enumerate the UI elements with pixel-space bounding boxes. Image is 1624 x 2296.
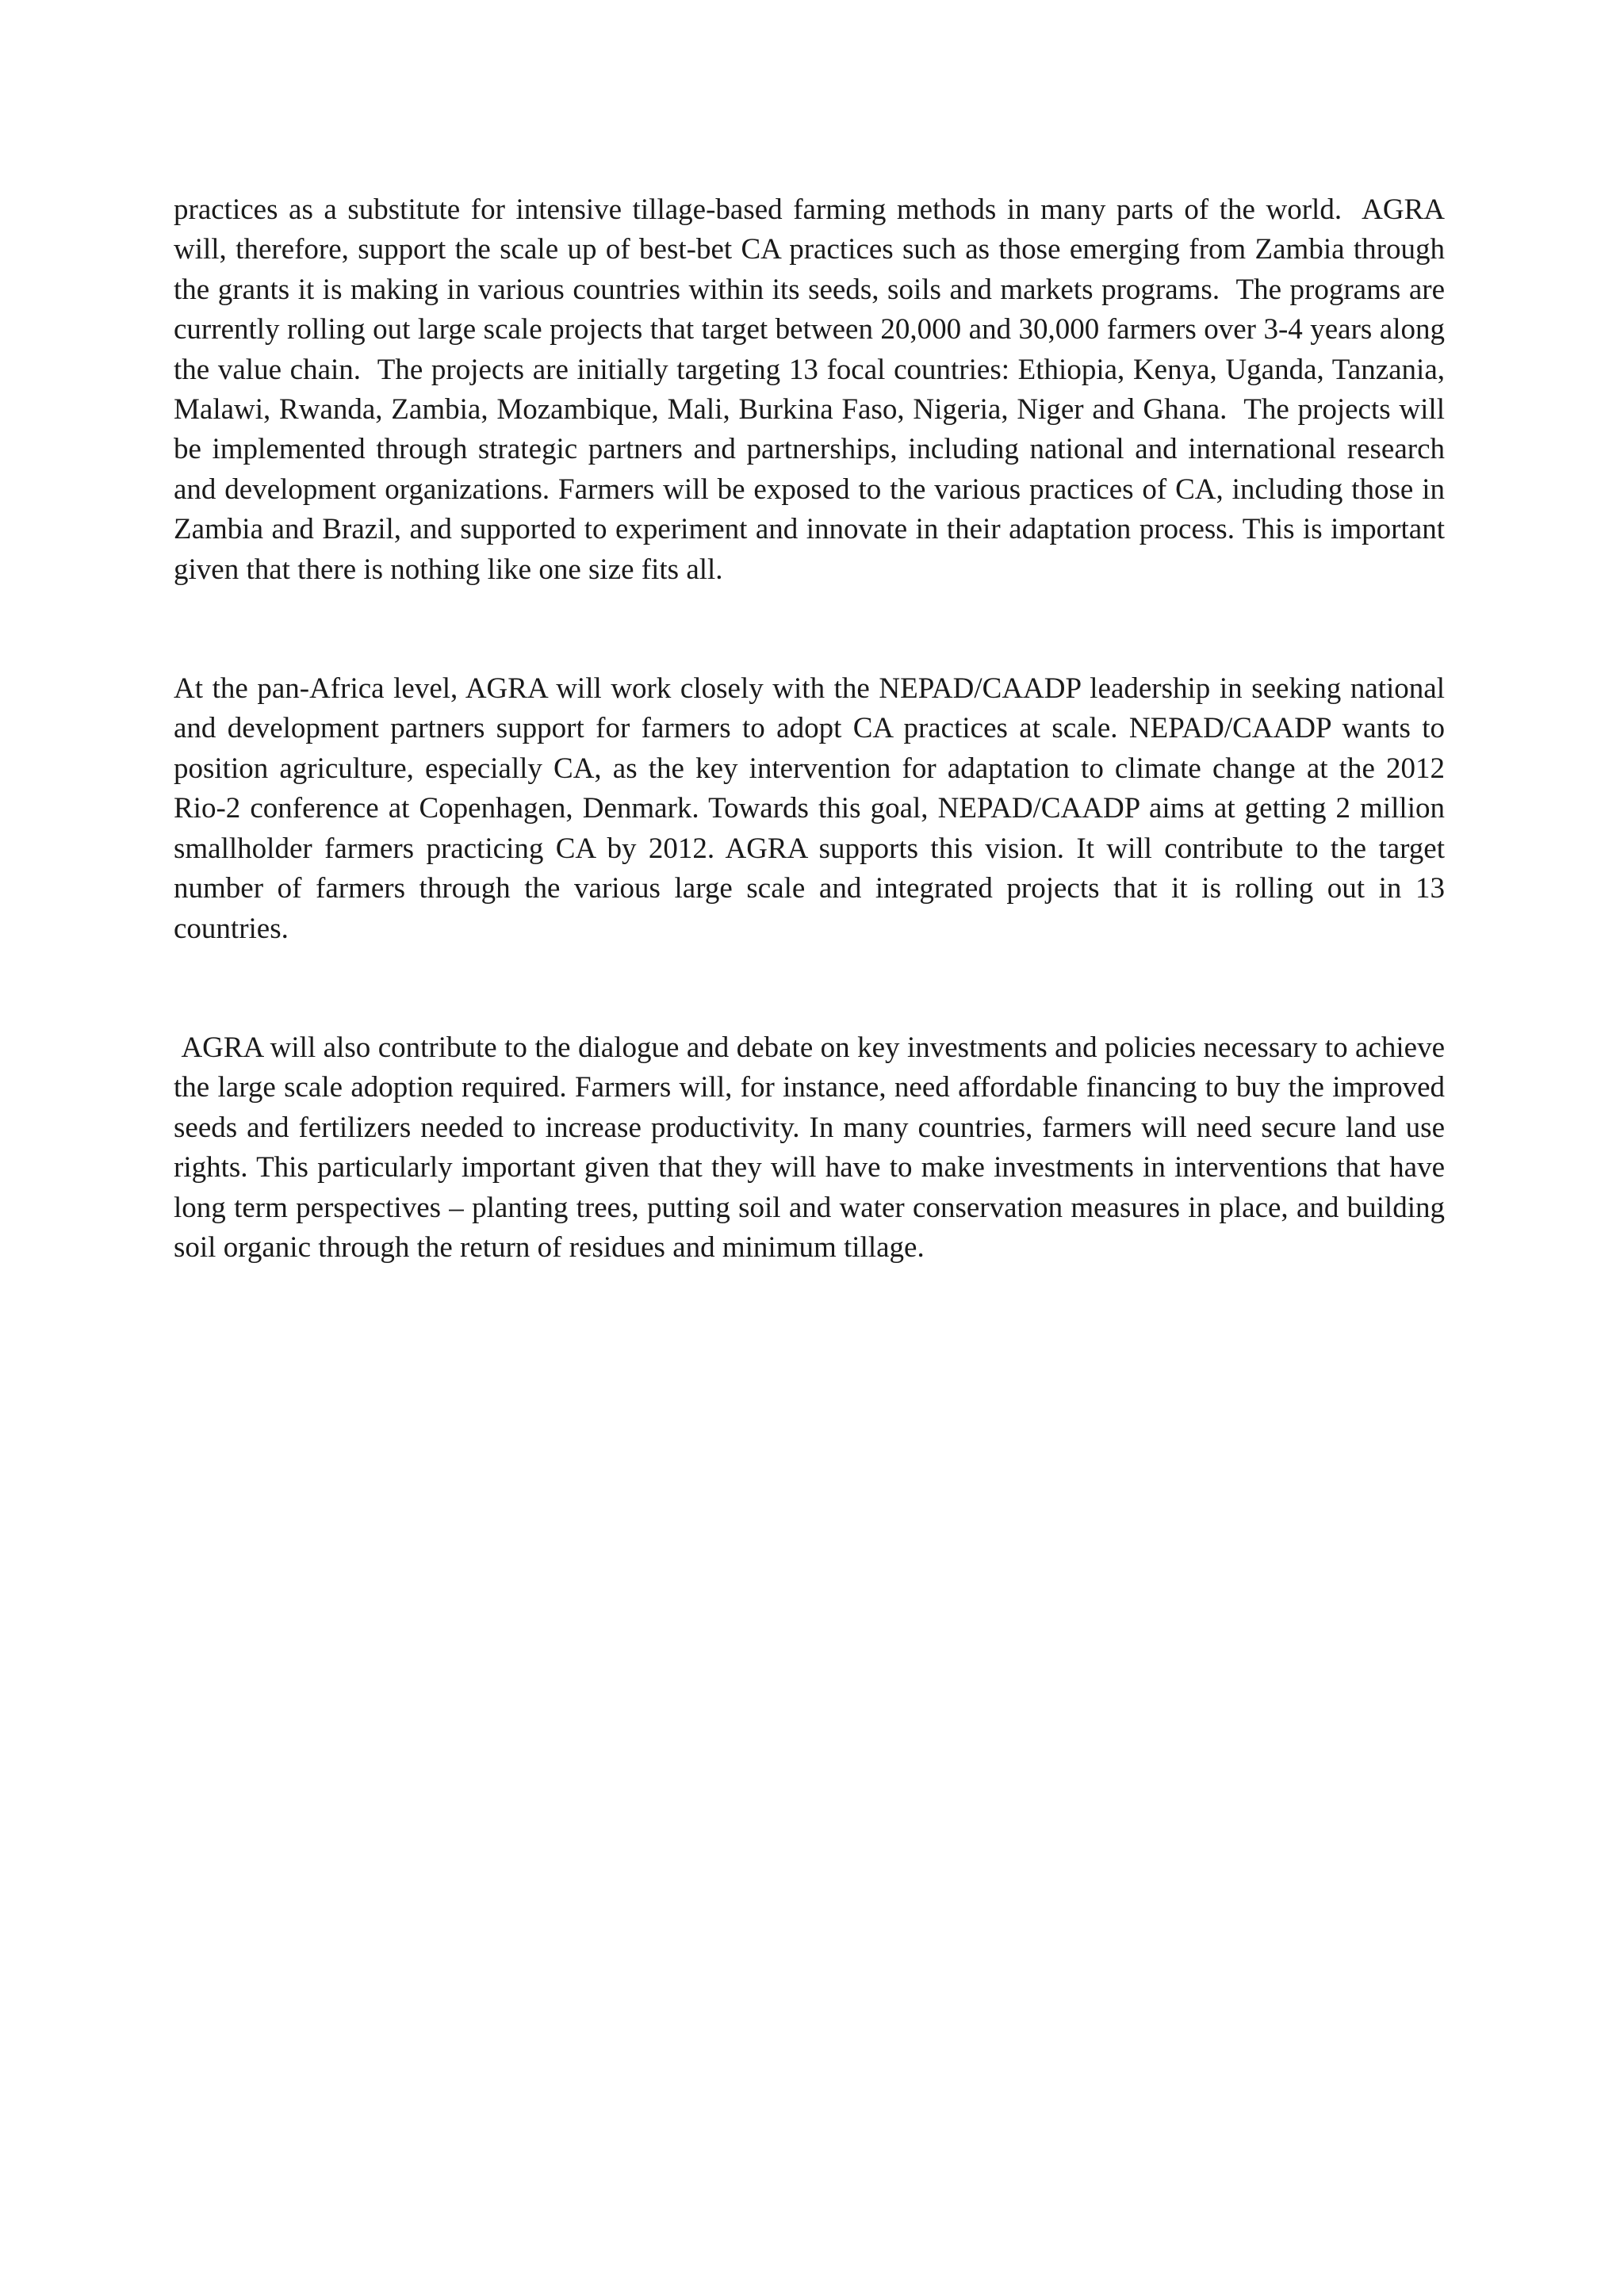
paragraph-dialogue-debate: AGRA will also contribute to the dialogue and debate on key investments and policies necessary to achieve the large scale adoption required. Farmers will, for instance, need affordable financing to buy the improved seeds and fertilizers needed to increase productivity. In many countries, farmers will need secure land use rights. This particularly important given that they will have to make investments in interventions that have long term perspectives – planting trees, putting soil and water conservation measures in place, and building soil organic through the return of residues and minimum tillage.: [174, 1031, 1453, 1264]
paragraph-spacer: [174, 590, 1445, 669]
document-body: [174, 190, 1453, 1268]
paragraph-spacer: [174, 949, 1445, 1028]
paragraph-pan-africa-level: At the pan-Africa level, AGRA will work closely with the NEPAD/CAADP leadership in seeking national and development partners support for farmers to adopt CA practices at scale. NEPAD/CAADP wants to position agriculture, especially CA, as the key intervention for adaptation to climate change at the 2012 Rio-2 conference at Copenhagen, Denmark. Towards this goal, NEPAD/CAADP aims at getting 2 million smallholder farmers practicing CA by 2012. AGRA supports this vision. It will contribute to the target number of farmers through the various large scale and integrated projects that it is rolling out in 13 countries.: [174, 672, 1453, 945]
paragraph-ca-scale-up: practices as a substitute for intensive tillage-based farming methods in many parts of the world. AGRA will, therefore, support the scale up of best-bet CA practices such as those emerging from Zambia through the grants it is making in various countries within its seeds, soils and markets programs. The programs are currently rolling out large scale projects that target between 20,000 and 30,000 farmers over 3-4 years along the value chain. The projects are initially targeting 13 focal countries: Ethiopia, Kenya, Uganda, Tanzania, Malawi, Rwanda, Zambia, Mozambique, Mali, Burkina Faso, Nigeria, Niger and Ghana. The projects will be implemented through strategic partners and partnerships, including national and international research and development organizations. Farmers will be exposed to the various practices of CA, including those in Zambia and Brazil, and supported to experiment and innovate in their adaptation process. This is important given that there is nothing like one size fits all.: [174, 193, 1453, 586]
